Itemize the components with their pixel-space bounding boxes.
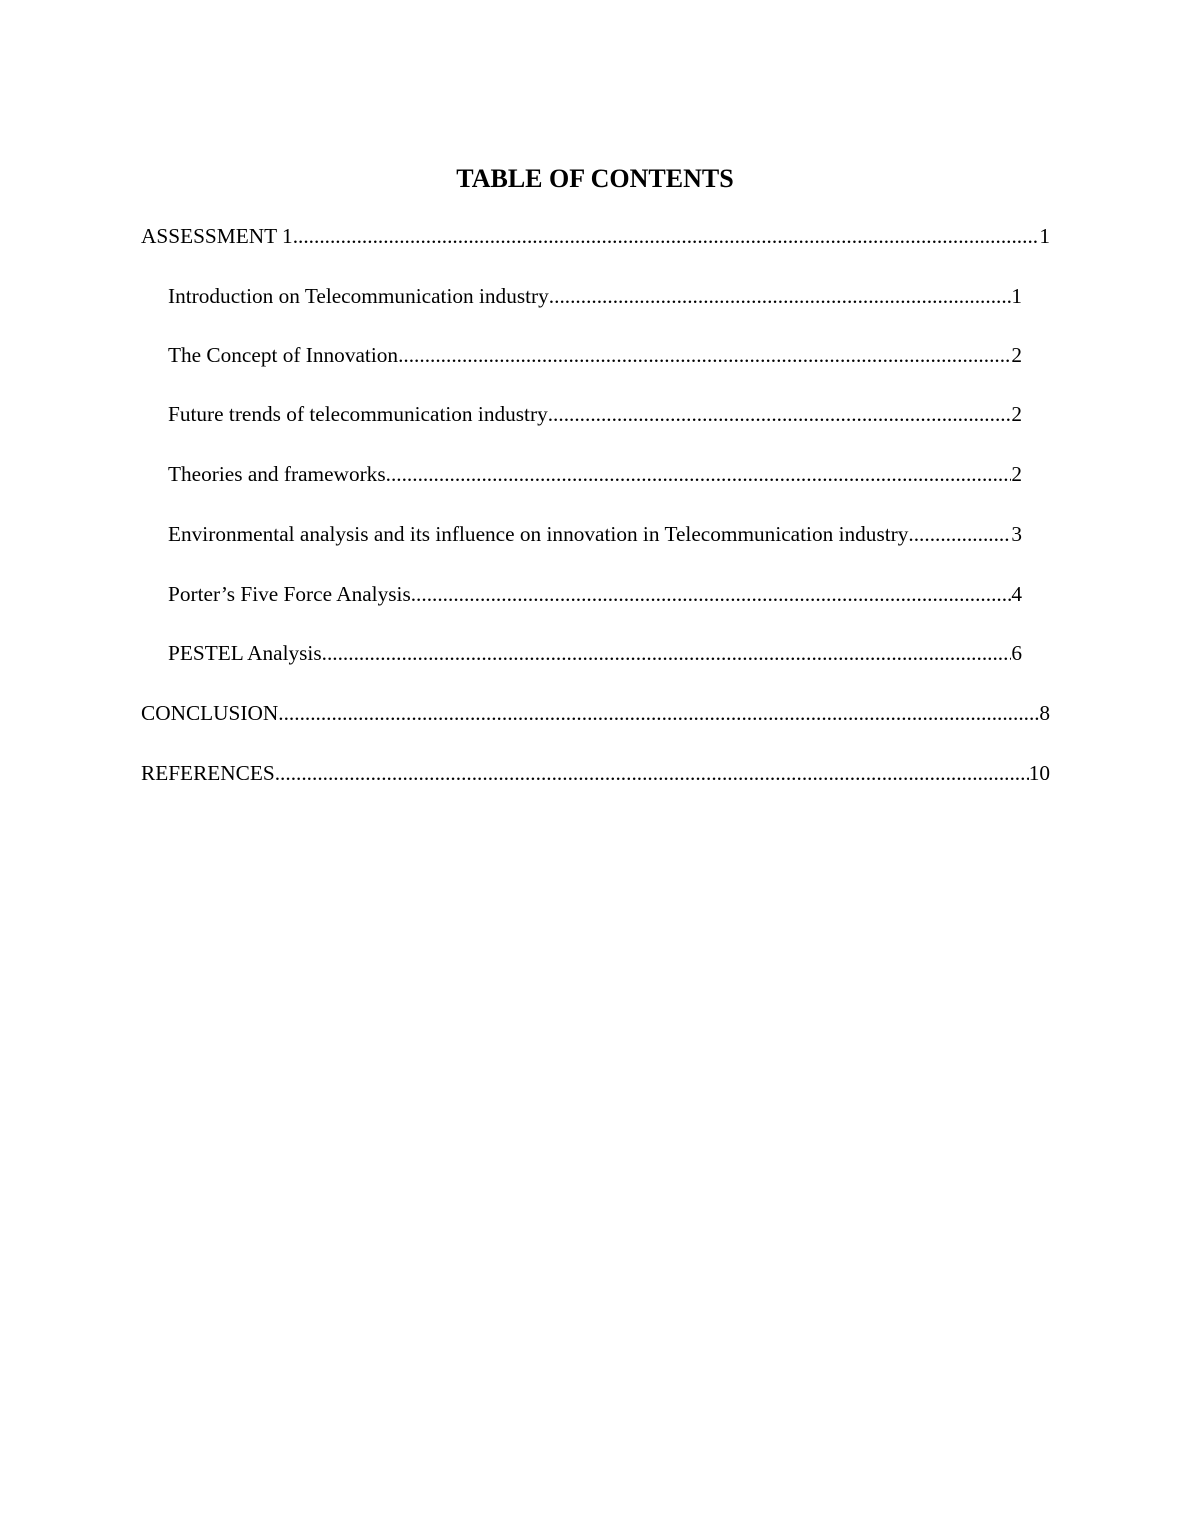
- toc-entry-label: REFERENCES: [141, 761, 275, 785]
- toc-entry-label: Porter’s Five Force Analysis: [168, 582, 411, 606]
- toc-entry-page-number: 1: [1039, 224, 1050, 248]
- toc-dot-leader: [386, 460, 1012, 488]
- toc-dot-leader: [548, 400, 1012, 428]
- toc-dot-leader: [398, 341, 1011, 369]
- toc-entry-page-number: 2: [1011, 462, 1022, 486]
- toc-entry-assessment-1[interactable]: [141, 222, 1050, 250]
- toc-entry-label: Future trends of telecommunication industry: [168, 402, 548, 426]
- toc-entry-label: Introduction on Telecommunication industry: [168, 284, 549, 308]
- toc-entry-page-number: 4: [1011, 582, 1022, 606]
- toc-entry-pestel-analysis[interactable]: [168, 639, 1022, 667]
- toc-entry-porters-five-force[interactable]: [168, 580, 1022, 608]
- toc-entry-label: CONCLUSION: [141, 701, 279, 725]
- toc-entry-page-number: 10: [1028, 761, 1050, 785]
- toc-entry-future-trends[interactable]: [168, 400, 1022, 428]
- toc-dot-leader: [549, 282, 1012, 310]
- toc-entry-references[interactable]: [141, 759, 1050, 787]
- toc-entry-theories-frameworks[interactable]: [168, 460, 1022, 488]
- toc-dot-leader: [322, 639, 1012, 667]
- toc-entry-label: ASSESSMENT 1: [141, 224, 293, 248]
- toc-entry-label: Theories and frameworks: [168, 462, 386, 486]
- toc-entry-page-number: 1: [1011, 284, 1022, 308]
- toc-title: TABLE OF CONTENTS: [456, 164, 734, 193]
- toc-entry-label: The Concept of Innovation: [168, 343, 399, 367]
- toc-entry-conclusion[interactable]: [141, 699, 1050, 727]
- toc-dot-leader: [411, 580, 1012, 608]
- toc-entry-label: PESTEL Analysis: [168, 641, 322, 665]
- toc-entry-page-number: 6: [1011, 641, 1022, 665]
- toc-entry-page-number: 8: [1039, 701, 1050, 725]
- toc-dot-leader: [293, 222, 1040, 250]
- toc-entry-label: Environmental analysis and its influence on innovation in Telecommunication industry: [168, 522, 909, 546]
- toc-entry-introduction[interactable]: [168, 282, 1022, 310]
- toc-entry-page-number: 2: [1011, 343, 1022, 367]
- toc-entry-environmental-analysis[interactable]: [168, 520, 1022, 548]
- toc-dot-leader: [275, 759, 1029, 787]
- toc-dot-leader: [908, 520, 1011, 548]
- toc-entry-page-number: 3: [1011, 522, 1022, 546]
- toc-entry-page-number: 2: [1011, 402, 1022, 426]
- toc-entry-concept-of-innovation[interactable]: [168, 341, 1022, 369]
- toc-dot-leader: [278, 699, 1039, 727]
